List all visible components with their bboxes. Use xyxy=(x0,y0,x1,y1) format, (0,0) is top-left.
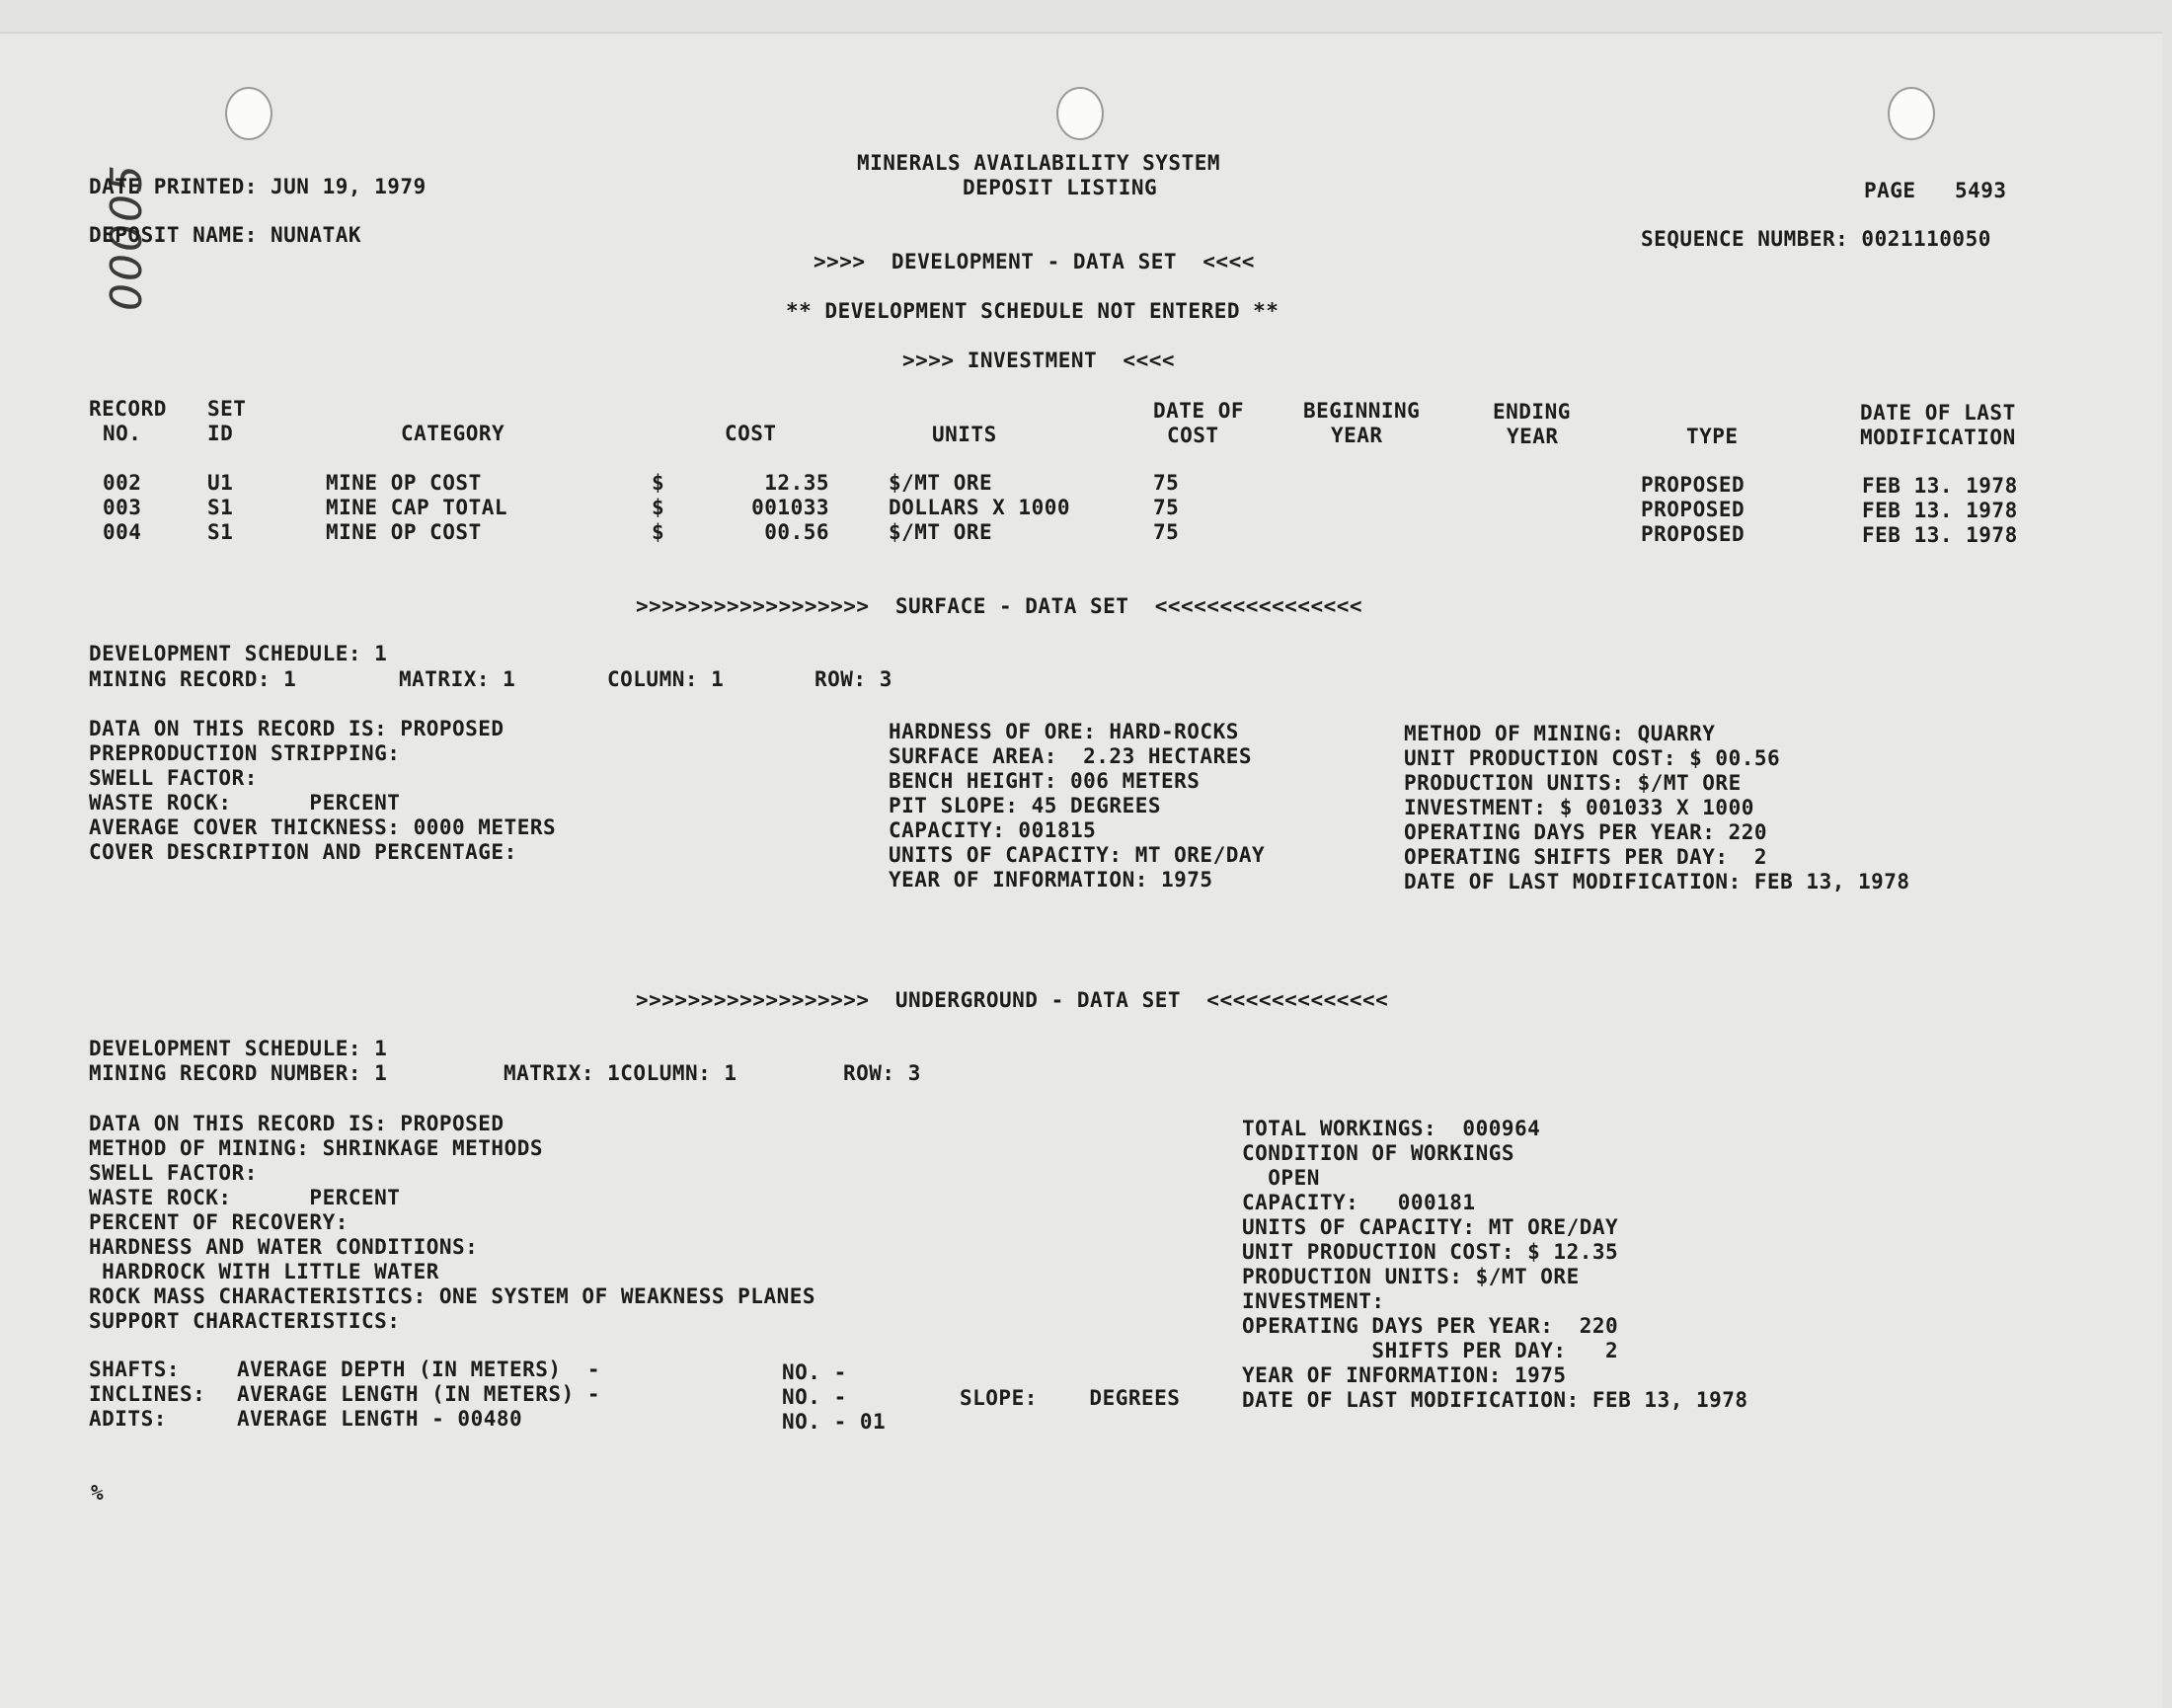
dollar-sign: $ xyxy=(652,471,665,495)
underground-heading: >>>>>>>>>>>>>>>>>> UNDERGROUND - DATA SET <<<<<<<<<<<<<< xyxy=(636,988,1389,1012)
underground-right-line: UNIT PRODUCTION COST: $ 12.35 xyxy=(1242,1240,1619,1264)
surface-middle-line: PIT SLOPE: 45 DEGREES xyxy=(889,794,1162,817)
deposit-name: DEPOSIT NAME: NUNATAK xyxy=(89,223,362,247)
surface-column: COLUMN: 1 xyxy=(607,667,725,691)
development-heading: >>>> DEVELOPMENT - DATA SET <<<< xyxy=(814,250,1255,273)
surface-middle-line: YEAR OF INFORMATION: 1975 xyxy=(889,868,1213,892)
date-last-modification: FEB 13. 1978 xyxy=(1862,523,2018,547)
underground-left-line: DATA ON THIS RECORD IS: PROPOSED xyxy=(89,1112,504,1135)
col-date-of-cost xyxy=(1153,399,1244,448)
record-no: 002 xyxy=(103,471,142,495)
units: $/MT ORE xyxy=(889,520,993,544)
date-last-modification: FEB 13. 1978 xyxy=(1862,474,2018,498)
surface-middle-line: CAPACITY: 001815 xyxy=(889,818,1097,842)
surface-left-line: DATA ON THIS RECORD IS: PROPOSED xyxy=(89,717,504,740)
underground-right-line: SHIFTS PER DAY: 2 xyxy=(1242,1339,1619,1362)
col-set-line1: SET xyxy=(207,397,247,421)
sequence-number: SEQUENCE NUMBER: 0021110050 xyxy=(1641,227,1991,251)
category: MINE CAP TOTAL xyxy=(326,496,508,519)
dollar-sign: $ xyxy=(652,496,665,519)
units: DOLLARS X 1000 xyxy=(889,496,1071,519)
underground-dev-schedule: DEVELOPMENT SCHEDULE: 1 xyxy=(89,1037,388,1060)
underground-row: ROW: 3 xyxy=(843,1061,921,1085)
col-set-line2: ID xyxy=(207,422,234,445)
underground-left-line: PERCENT OF RECOVERY: xyxy=(89,1210,349,1234)
investment-heading: >>>> INVESTMENT <<<< xyxy=(902,349,1176,372)
category: MINE OP COST xyxy=(326,520,482,544)
col-beginning-line1: BEGINNING xyxy=(1303,399,1421,423)
inclines-slope: SLOPE: DEGREES xyxy=(960,1386,1181,1410)
underground-left-line: SUPPORT CHARACTERISTICS: xyxy=(89,1309,401,1333)
record-no: 003 xyxy=(103,496,142,519)
underground-left-line: WASTE ROCK: PERCENT xyxy=(89,1186,401,1209)
binder-hole xyxy=(1056,87,1104,140)
underground-right-line: UNITS OF CAPACITY: MT ORE/DAY xyxy=(1242,1215,1619,1239)
col-record-line2: NO. xyxy=(103,422,142,445)
col-cost: COST xyxy=(725,422,777,445)
category: MINE OP COST xyxy=(326,471,482,495)
surface-middle-line: HARDNESS OF ORE: HARD-ROCKS xyxy=(889,720,1239,743)
col-beginning-year xyxy=(1303,399,1420,448)
underground-left-line: HARDNESS AND WATER CONDITIONS: xyxy=(89,1235,479,1259)
development-notice: ** DEVELOPMENT SCHEDULE NOT ENTERED ** xyxy=(786,299,1280,323)
page-number: PAGE 5493 xyxy=(1864,179,2007,202)
col-ending-line2: YEAR xyxy=(1507,425,1559,448)
listing-title: DEPOSIT LISTING xyxy=(963,176,1158,199)
underground-left-line: SWELL FACTOR: xyxy=(89,1161,258,1185)
surface-dev-schedule: DEVELOPMENT SCHEDULE: 1 xyxy=(89,642,388,665)
date-of-cost: 75 xyxy=(1153,471,1180,495)
date-of-cost: 75 xyxy=(1153,496,1180,519)
col-ending-year xyxy=(1493,400,1571,449)
col-mod-line2: MODIFICATION xyxy=(1860,426,2016,449)
inclines-desc: AVERAGE LENGTH (IN METERS) - xyxy=(237,1382,601,1406)
col-mod-line1: DATE OF LAST xyxy=(1860,401,2016,425)
surface-left-line: SWELL FACTOR: xyxy=(89,766,258,790)
surface-right-line: INVESTMENT: $ 001033 X 1000 xyxy=(1404,796,1754,819)
cost-value: 001033 xyxy=(751,496,829,519)
binder-hole xyxy=(225,87,272,140)
col-type: TYPE xyxy=(1686,425,1739,448)
col-date-line2: COST xyxy=(1167,424,1219,447)
surface-middle-line: BENCH HEIGHT: 006 METERS xyxy=(889,769,1201,793)
col-record-line1: RECORD xyxy=(89,397,167,421)
col-date-last-modification xyxy=(1860,401,2016,450)
underground-right-line: OPERATING DAYS PER YEAR: 220 xyxy=(1242,1314,1619,1338)
underground-right-line: INVESTMENT: xyxy=(1242,1289,1385,1313)
surface-left-line: COVER DESCRIPTION AND PERCENTAGE: xyxy=(89,840,517,864)
surface-left-line: AVERAGE COVER THICKNESS: 0000 METERS xyxy=(89,815,557,839)
type: PROPOSED xyxy=(1641,522,1745,546)
col-date-line1: DATE OF xyxy=(1153,399,1245,423)
handwritten-stamp: 00005 xyxy=(101,163,152,311)
cost-value: 00.56 xyxy=(764,520,829,544)
adits-no: NO. - 01 xyxy=(782,1410,887,1434)
footer-mark: % xyxy=(91,1481,105,1505)
underground-right-line: TOTAL WORKINGS: 000964 xyxy=(1242,1117,1541,1140)
underground-left-line: ROCK MASS CHARACTERISTICS: ONE SYSTEM OF WEAKNESS PLANES xyxy=(89,1284,816,1308)
surface-middle-line: SURFACE AREA: 2.23 HECTARES xyxy=(889,744,1253,768)
surface-right-line: METHOD OF MINING: QUARRY xyxy=(1404,722,1716,745)
date-printed: DATE PRINTED: JUN 19, 1979 xyxy=(89,175,427,198)
system-title: MINERALS AVAILABILITY SYSTEM xyxy=(857,151,1221,175)
underground-right-line: YEAR OF INFORMATION: 1975 xyxy=(1242,1363,1567,1387)
underground-left-line: METHOD OF MINING: SHRINKAGE METHODS xyxy=(89,1136,544,1160)
surface-middle-line: UNITS OF CAPACITY: MT ORE/DAY xyxy=(889,843,1266,867)
binder-hole xyxy=(1888,87,1935,140)
col-units: UNITS xyxy=(932,423,997,446)
surface-matrix: MATRIX: 1 xyxy=(399,667,516,691)
surface-right-line: DATE OF LAST MODIFICATION: FEB 13, 1978 xyxy=(1404,870,1910,893)
inclines-label: INCLINES: xyxy=(89,1382,206,1406)
date-of-cost: 75 xyxy=(1153,520,1180,544)
adits-desc: AVERAGE LENGTH - 00480 xyxy=(237,1407,523,1431)
adits-label: ADITS: xyxy=(89,1407,167,1431)
surface-heading: >>>>>>>>>>>>>>>>>> SURFACE - DATA SET <<<<<<<<<<<<<<<< xyxy=(636,594,1363,618)
set-id: U1 xyxy=(207,471,234,495)
type: PROPOSED xyxy=(1641,498,1745,521)
set-id: S1 xyxy=(207,496,234,519)
record-no: 004 xyxy=(103,520,142,544)
col-set xyxy=(207,397,246,446)
col-beginning-line2: YEAR xyxy=(1331,424,1383,447)
surface-right-line: PRODUCTION UNITS: $/MT ORE xyxy=(1404,771,1742,795)
date-last-modification: FEB 13. 1978 xyxy=(1862,499,2018,522)
surface-right-line: OPERATING DAYS PER YEAR: 220 xyxy=(1404,820,1768,844)
underground-right-line: DATE OF LAST MODIFICATION: FEB 13, 1978 xyxy=(1242,1388,1748,1412)
surface-left-line: PREPRODUCTION STRIPPING: xyxy=(89,741,401,765)
underground-right-line: CONDITION OF WORKINGS xyxy=(1242,1141,1515,1165)
surface-left-line: WASTE ROCK: PERCENT xyxy=(89,791,401,815)
units: $/MT ORE xyxy=(889,471,993,495)
type: PROPOSED xyxy=(1641,473,1745,497)
set-id: S1 xyxy=(207,520,234,544)
surface-right-line: OPERATING SHIFTS PER DAY: 2 xyxy=(1404,845,1768,869)
surface-right-line: UNIT PRODUCTION COST: $ 00.56 xyxy=(1404,746,1781,770)
col-category: CATEGORY xyxy=(401,422,505,445)
surface-row: ROW: 3 xyxy=(814,667,892,691)
underground-left-line: HARDROCK WITH LITTLE WATER xyxy=(89,1260,439,1283)
shafts-label: SHAFTS: xyxy=(89,1358,181,1381)
underground-right-line: OPEN xyxy=(1242,1166,1320,1190)
shafts-desc: AVERAGE DEPTH (IN METERS) - xyxy=(237,1358,601,1381)
underground-right-line: PRODUCTION UNITS: $/MT ORE xyxy=(1242,1265,1580,1288)
inclines-no: NO. - xyxy=(782,1385,847,1409)
shafts-no: NO. - xyxy=(782,1360,847,1384)
cost-value: 12.35 xyxy=(764,471,829,495)
underground-matrix-column: MATRIX: 1COLUMN: 1 xyxy=(504,1061,737,1085)
surface-mining-record: MINING RECORD: 1 xyxy=(89,667,297,691)
col-ending-line1: ENDING xyxy=(1493,400,1571,424)
underground-right-line: CAPACITY: 000181 xyxy=(1242,1191,1476,1214)
underground-mining-record: MINING RECORD NUMBER: 1 xyxy=(89,1061,388,1085)
dollar-sign: $ xyxy=(652,520,665,544)
col-record xyxy=(89,397,167,446)
